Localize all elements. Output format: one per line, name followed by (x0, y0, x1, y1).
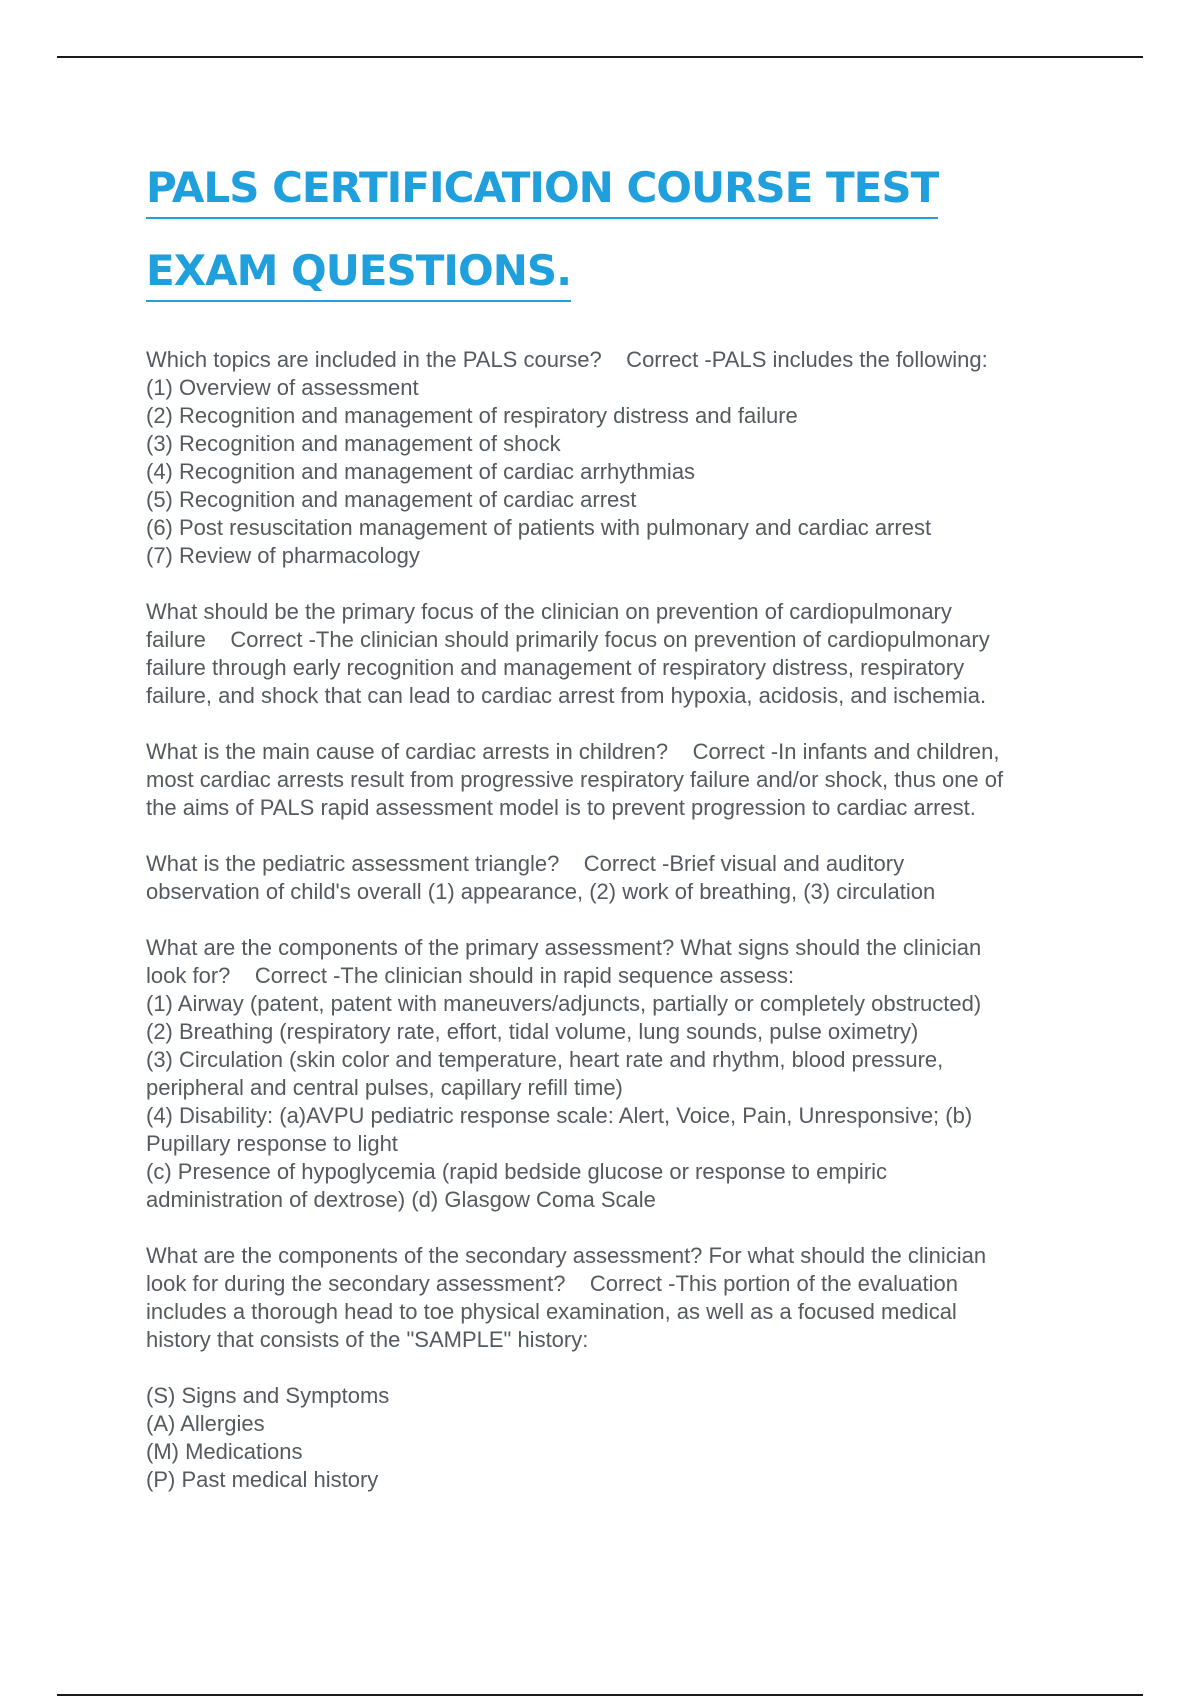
text-line: the aims of PALS rapid assessment model is to prevent progression to cardiac arrest. (146, 795, 976, 820)
text-line: failure through early recognition and management of respiratory distress, respiratory (146, 655, 965, 680)
title-line-2: EXAM QUESTIONS. (146, 242, 571, 302)
text-line: history that consists of the "SAMPLE" history: (146, 1327, 589, 1352)
qa-block (146, 850, 1106, 906)
text-line: (5) Recognition and management of cardiac arrest (146, 487, 637, 512)
text-line: (c) Presence of hypoglycemia (rapid bedside glucose or response to empiric (146, 1159, 888, 1184)
text-line: (2) Breathing (respiratory rate, effort, tidal volume, lung sounds, pulse oximetry) (146, 1019, 919, 1044)
text-line: (2) Recognition and management of respiratory distress and failure (146, 403, 798, 428)
text-line: What are the components of the secondary assessment? For what should the clinician (146, 1243, 987, 1268)
text-line: includes a thorough head to toe physical examination, as well as a focused medical (146, 1299, 957, 1324)
text-line: (P) Past medical history (146, 1467, 379, 1492)
text-line: (M) Medications (146, 1439, 303, 1464)
title-line-1: PALS CERTIFICATION COURSE TEST (146, 159, 938, 219)
text-line: What should be the primary focus of the clinician on prevention of cardiopulmonary (146, 599, 952, 624)
qa-block (146, 1382, 1106, 1494)
text-line: failure, and shock that can lead to cardiac arrest from hypoxia, acidosis, and ischemia. (146, 683, 987, 708)
qa-block (146, 1242, 1106, 1354)
qa-list (146, 346, 1106, 1494)
text-line: (A) Allergies (146, 1411, 265, 1436)
text-line: (4) Disability: (a)AVPU pediatric response scale: Alert, Voice, Pain, Unresponsive; (b) (146, 1103, 973, 1128)
text-line: (1) Airway (patent, patent with maneuvers/adjuncts, partially or completely obstructed) (146, 991, 982, 1016)
qa-block (146, 346, 1106, 570)
text-line: (7) Review of pharmacology (146, 543, 420, 568)
bottom-rule (57, 1694, 1143, 1696)
text-line: What are the components of the primary assessment? What signs should the clinician (146, 935, 982, 960)
text-line: (6) Post resuscitation management of patients with pulmonary and cardiac arrest (146, 515, 932, 540)
document-title (146, 150, 1106, 316)
text-line: Pupillary response to light (146, 1131, 398, 1156)
qa-block (146, 934, 1106, 1214)
text-line: look for? Correct -The clinician should in rapid sequence assess: (146, 963, 795, 988)
qa-block (146, 598, 1106, 710)
text-line: administration of dextrose) (d) Glasgow Coma Scale (146, 1187, 656, 1212)
text-line: (S) Signs and Symptoms (146, 1383, 390, 1408)
text-line: peripheral and central pulses, capillary refill time) (146, 1075, 623, 1100)
document-body (146, 150, 1106, 1522)
text-line: observation of child's overall (1) appearance, (2) work of breathing, (3) circulation (146, 879, 936, 904)
text-line: most cardiac arrests result from progressive respiratory failure and/or shock, thus one of (146, 767, 1004, 792)
qa-block (146, 738, 1106, 822)
text-line: failure Correct -The clinician should primarily focus on prevention of cardiopulmonary (146, 627, 990, 652)
top-rule (57, 56, 1143, 58)
text-line: look for during the secondary assessment? Correct -This portion of the evaluation (146, 1271, 958, 1296)
text-line: What is the pediatric assessment triangle? Correct -Brief visual and auditory (146, 851, 905, 876)
text-line: (3) Circulation (skin color and temperature, heart rate and rhythm, blood pressure, (146, 1047, 944, 1072)
text-line: (3) Recognition and management of shock (146, 431, 561, 456)
text-line: (1) Overview of assessment (146, 375, 419, 400)
text-line: Which topics are included in the PALS course? Correct -PALS includes the following: (146, 347, 988, 372)
text-line: (4) Recognition and management of cardiac arrhythmias (146, 459, 696, 484)
text-line: What is the main cause of cardiac arrests in children? Correct -In infants and children, (146, 739, 1000, 764)
